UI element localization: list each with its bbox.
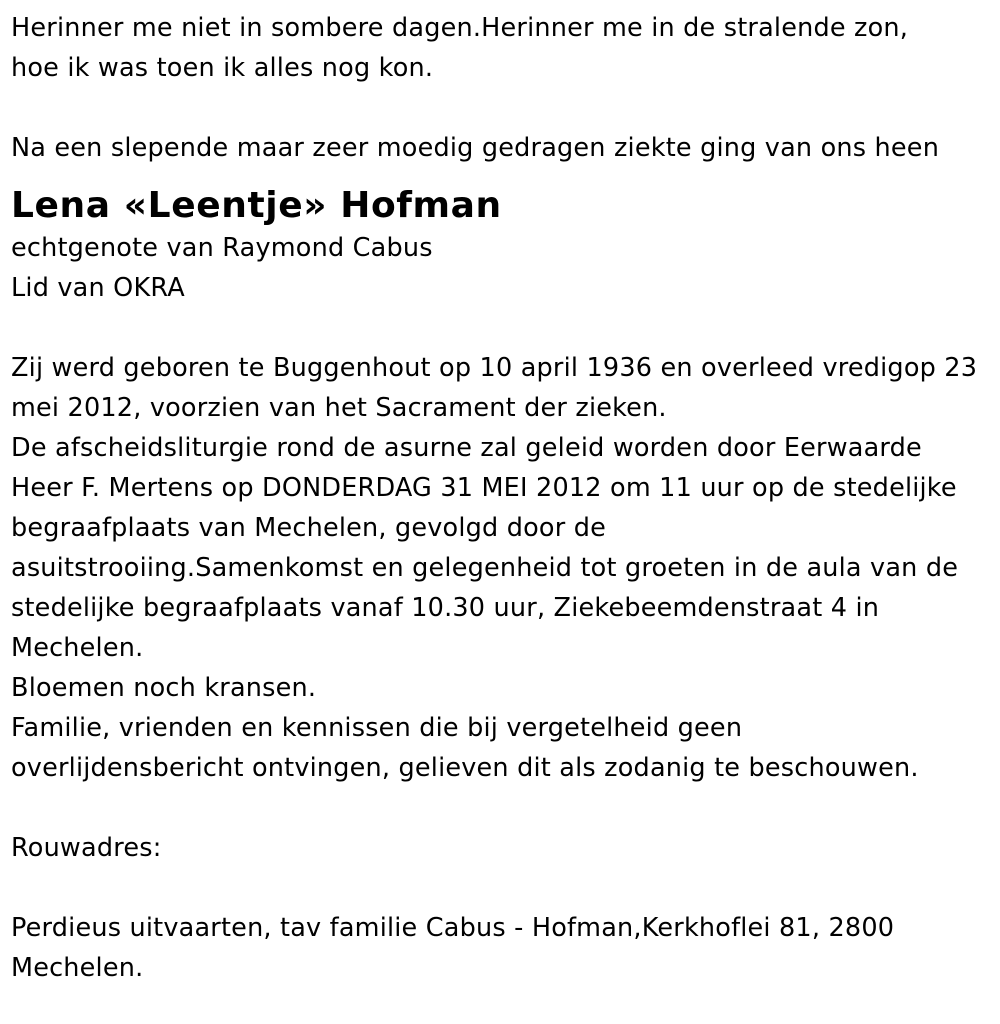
body-line-5: begraafplaats van Mechelen, gevolgd door de <box>11 513 606 543</box>
intro-line-1: Herinner me niet in sombere dagen.Herinner me in de stralende zon, <box>11 13 909 43</box>
spacer <box>11 868 996 908</box>
body-line-10: Familie, vrienden en kennissen die bij vergetelheid geen <box>11 713 743 743</box>
body-line-1: Zij werd geboren te Buggenhout op 10 april 1936 en overleed vredigop 23 <box>11 353 978 383</box>
spouse-line: echtgenote van Raymond Cabus <box>11 233 433 263</box>
body-line-7: stedelijke begraafplaats vanaf 10.30 uur, Ziekebeemdenstraat 4 in <box>11 593 880 623</box>
body-line-4: Heer F. Mertens op DONDERDAG 31 MEI 2012 om 11 uur op de stedelijke <box>11 473 957 503</box>
spacer <box>11 788 996 828</box>
body-line-8: Mechelen. <box>11 633 144 663</box>
address-line-1: Perdieus uitvaarten, tav familie Cabus - Hofman,Kerkhoflei 81, 2800 <box>11 913 895 943</box>
body-line-6: asuitstrooiing.Samenkomst en gelegenheid tot groeten in de aula van de <box>11 553 959 583</box>
address-line-2: Mechelen. <box>11 953 144 983</box>
body-line-2: mei 2012, voorzien van het Sacrament der zieken. <box>11 393 667 423</box>
body-line-11: overlijdensbericht ontvingen, gelieven dit als zodanig te beschouwen. <box>11 753 919 783</box>
spacer <box>11 88 996 128</box>
body-line-3: De afscheidsliturgie rond de asurne zal geleid worden door Eerwaarde <box>11 433 922 463</box>
address-label: Rouwadres: <box>11 833 162 863</box>
intro-line-3: Na een slepende maar zeer moedig gedragen ziekte ging van ons heen <box>11 133 940 163</box>
body-line-9: Bloemen noch kransen. <box>11 673 317 703</box>
membership-line: Lid van OKRA <box>11 273 185 303</box>
spacer <box>11 308 996 348</box>
intro-line-2: hoe ik was toen ik alles nog kon. <box>11 53 434 83</box>
obituary-notice <box>11 8 996 988</box>
deceased-name: Lena «Leentje» Hofman <box>11 185 502 226</box>
